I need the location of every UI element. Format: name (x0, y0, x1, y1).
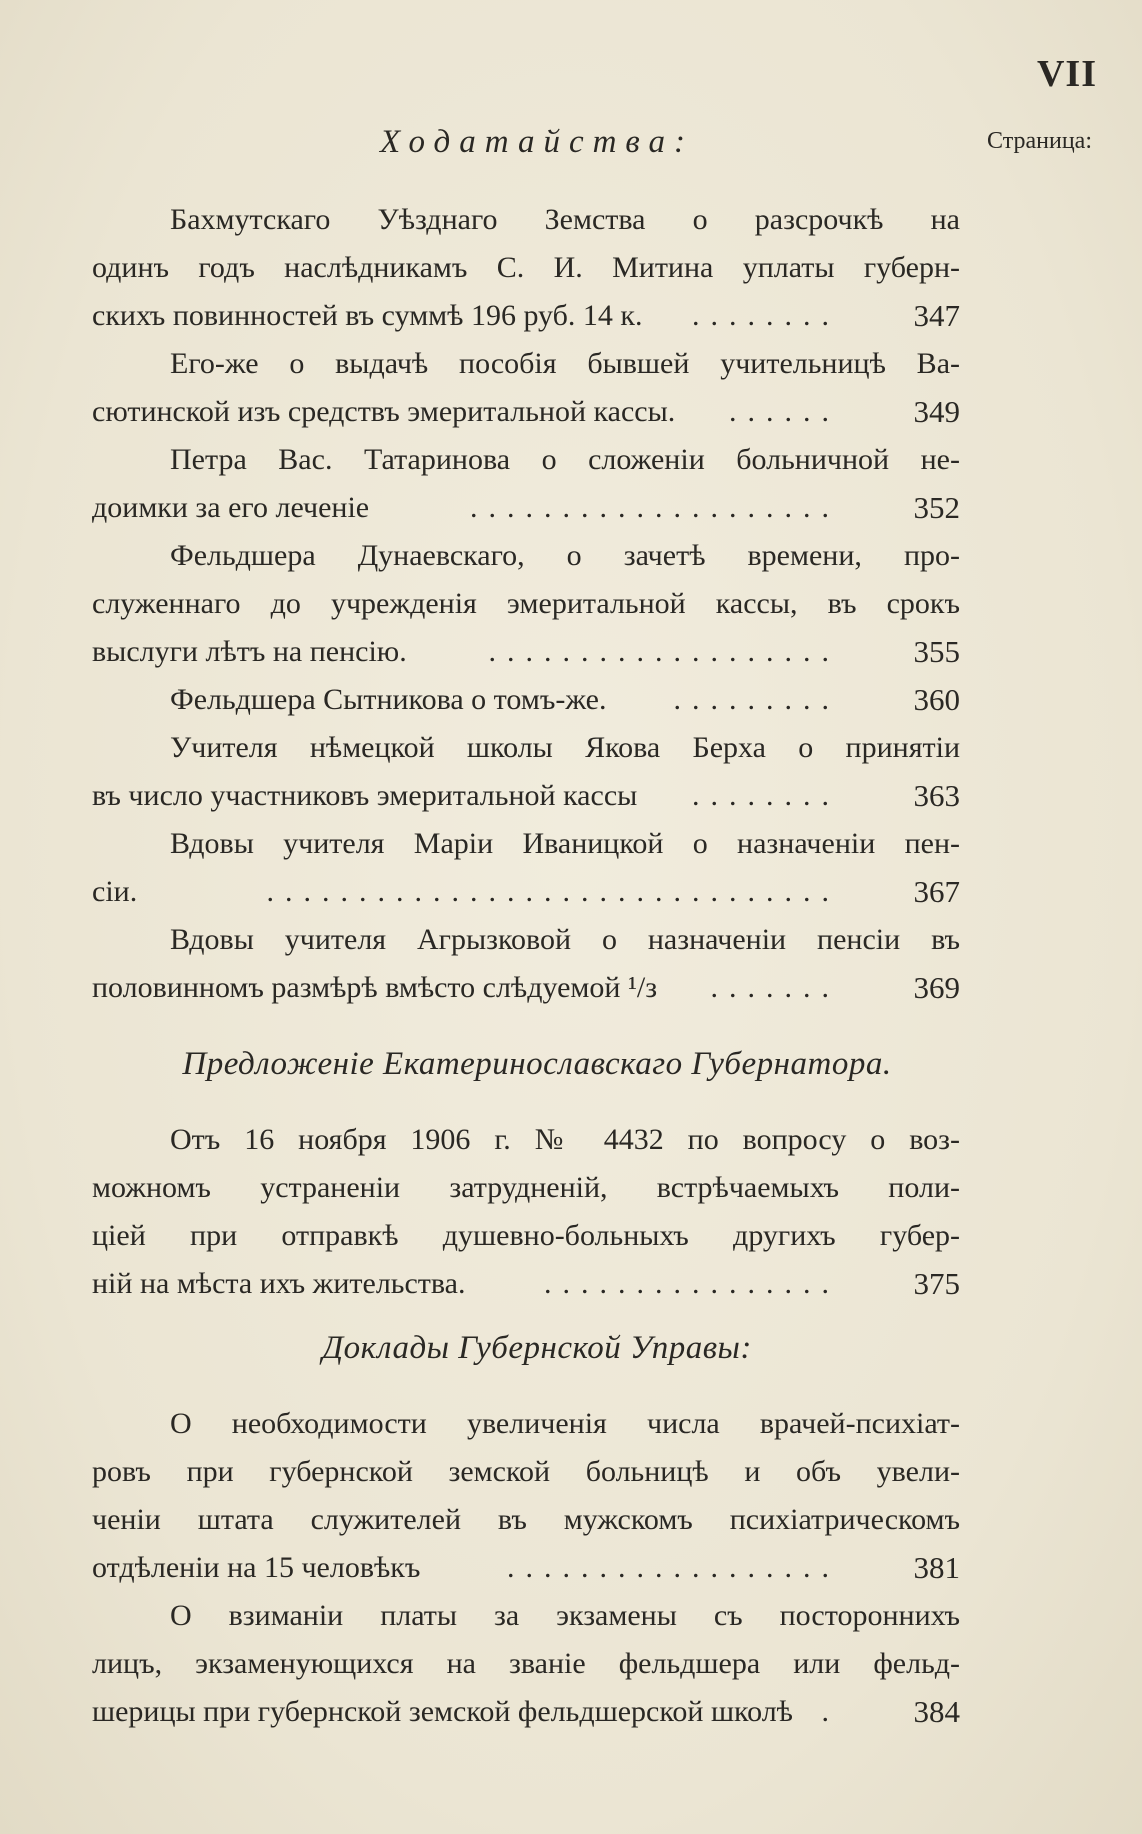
toc-entry-line: отдѣленіи на 15 человѣкъ (92, 1551, 421, 1584)
toc-entry (92, 196, 960, 340)
dot-leader: ........ (692, 299, 840, 332)
toc-entry-line: можномъ устраненіи затрудненій, встрѣчаемыхъ поли- (92, 1171, 960, 1204)
toc-page-number: 375 (913, 1266, 960, 1301)
toc-entry (92, 532, 960, 676)
dot-leader: ....... (710, 971, 840, 1004)
toc-entry-line: половинномъ размѣрѣ вмѣсто слѣдуемой ¹/з (92, 971, 658, 1004)
toc-entry-line: О необходимости увеличенія числа врачей-психіат- (170, 1407, 960, 1440)
toc-entry-line: одинъ годъ наслѣдникамъ С. И. Митина уплаты губерн- (92, 251, 960, 284)
toc-page-number: 381 (913, 1550, 960, 1585)
dot-leader: .................... (470, 491, 840, 524)
toc-entry-line: Учителя нѣмецкой школы Якова Берха о принятіи (170, 731, 960, 764)
toc-entry (92, 340, 960, 436)
page-number: VII (1036, 53, 1097, 95)
toc-page-number: 347 (913, 298, 960, 333)
dot-leader: ...... (729, 395, 840, 428)
dot-leader: .................. (507, 1551, 840, 1584)
toc-entry-line: сіи. (92, 875, 138, 908)
toc-entry-line: Фельдшера Сытникова о томъ-же. (170, 683, 607, 716)
dot-leader: ................... (488, 635, 840, 668)
toc-page-number: 369 (913, 970, 960, 1005)
toc-entry-line: Его-же о выдачѣ пособія бывшей учительницѣ Ва- (170, 347, 960, 380)
toc-entry-line: скихъ повинностей въ суммѣ 196 руб. 14 к. (92, 299, 643, 332)
toc-entry-line: доимки за его леченіе (92, 491, 370, 524)
toc-entry-line: выслуги лѣтъ на пенсію. (92, 635, 407, 668)
toc-page-number: 349 (913, 394, 960, 429)
toc-entry (92, 1116, 960, 1308)
toc-entry-line: сютинской изъ средствъ эмеритальной кассы. (92, 395, 676, 428)
toc-entry-line: въ число участниковъ эмеритальной кассы (92, 779, 638, 812)
toc-entry-line: служеннаго до учрежденія эмеритальной кассы, въ срокъ (92, 587, 960, 620)
toc-page-number: 367 (913, 874, 960, 909)
toc-entry-line: ціей при отправкѣ душевно-больныхъ другихъ губер- (92, 1219, 960, 1252)
dot-leader: ................ (544, 1267, 840, 1300)
toc-entry-line: Петра Вас. Татаринова о сложеніи больничной не- (170, 443, 960, 476)
toc-page-number: 363 (913, 778, 960, 813)
toc-entry (92, 820, 960, 916)
toc-page-number: 352 (913, 490, 960, 525)
toc-entry-line: шерицы при губернской земской фельдшерской школѣ (92, 1695, 793, 1728)
toc-entry (92, 676, 960, 724)
toc-entry-line: ровъ при губернской земской больницѣ и объ увели- (92, 1455, 960, 1488)
toc-entry-line: Вдовы учителя Маріи Иваницкой о назначеніи пен- (170, 827, 960, 860)
toc-entry-line: ченіи штата служителей въ мужскомъ психіатрическомъ (92, 1503, 960, 1536)
toc-entry (92, 1592, 960, 1736)
toc-entry (92, 916, 960, 1012)
toc-entry-line: О взиманіи платы за экзамены съ постороннихъ (170, 1599, 960, 1632)
toc-page-number: 355 (913, 634, 960, 669)
dot-leader: ......... (673, 683, 840, 716)
dot-leader: . (821, 1695, 840, 1728)
section-heading-board-reports: Доклады Губернской Управы: (322, 1330, 752, 1366)
dot-leader: ............................... (266, 875, 840, 908)
section-heading-petitions: Ходатайства: (379, 124, 695, 160)
toc-entry-line: лицъ, экзаменующихся на званіе фельдшера или фельд- (92, 1647, 960, 1680)
toc-entry-line: ній на мѣста ихъ жительства. (92, 1267, 466, 1300)
toc-entry-line: Отъ 16 ноября 1906 г. № 4432 по вопросу о воз- (170, 1123, 960, 1156)
toc-page-number: 384 (913, 1694, 960, 1729)
toc-entry (92, 436, 960, 532)
dot-leader: ........ (692, 779, 840, 812)
toc-entry-line: Вдовы учителя Агрызковой о назначеніи пенсіи въ (170, 923, 960, 956)
section-heading-governor-proposal: Предложеніе Екатеринославскаго Губернатора. (182, 1046, 892, 1082)
toc-entry (92, 1400, 960, 1592)
toc-page-number: 360 (913, 682, 960, 717)
toc-entry-line: Бахмутскаго Уѣзднаго Земства о разсрочкѣ на (170, 203, 960, 236)
toc-entry (92, 724, 960, 820)
toc-entry-line: Фельдшера Дунаевскаго, о зачетѣ времени, про- (170, 539, 960, 572)
page-column-label: Страница: (987, 128, 1092, 154)
